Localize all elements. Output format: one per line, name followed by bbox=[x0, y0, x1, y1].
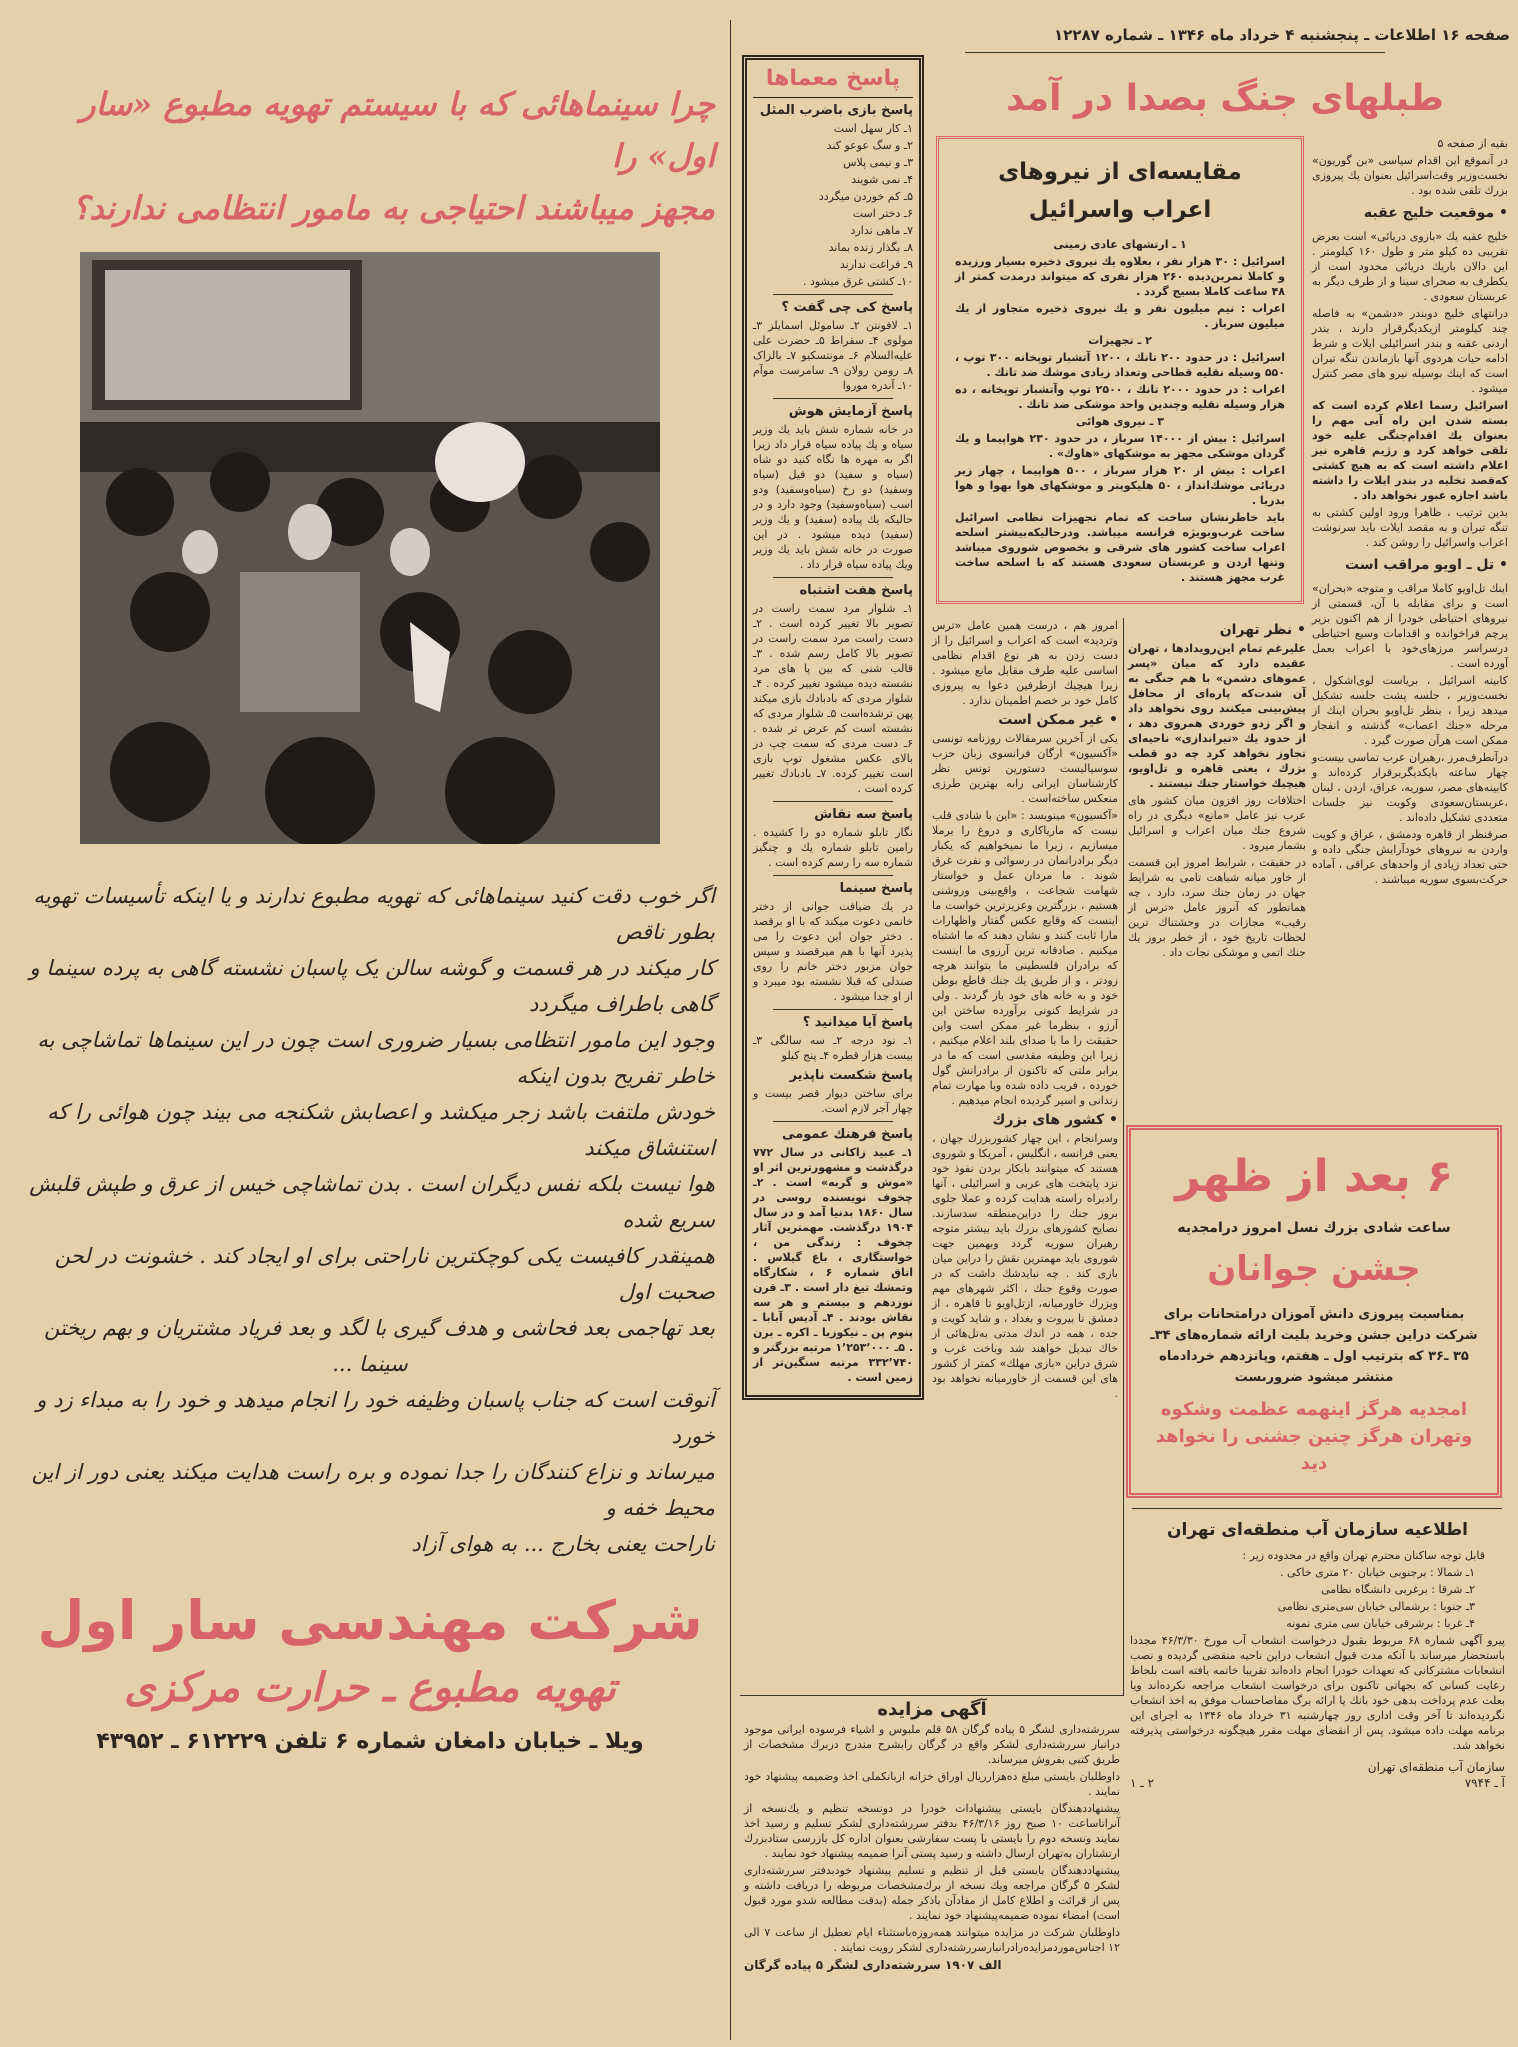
column-divider bbox=[730, 20, 731, 2040]
paragraph: صرفنظر از قاهره ودمشق ، عراق و کویت واردن به نیروهای خودآرایش جنگی داده و حتی تعداد زیادی از واحدهای عراقی ، آماده حرکت‌بسوی سوریه میباشند . bbox=[1312, 828, 1508, 886]
photo-illustration bbox=[80, 252, 660, 844]
divider bbox=[773, 398, 893, 399]
section-text: ۱ـ لافونتن ۲ـ ساموئل اسمایلز ۳ـ مولوی ۴ـ سقراط ۵ـ حضرت علی علیه‌السلام ۶ـ مونتسکیو ۷ـ بالزاک ۸ـ رومن رولان ۹ـ سامرست موآم ۱۰ـ آندره موروا bbox=[753, 319, 914, 392]
box-paragraph: اسرائیل : ۳۰ هزار نفر ، بعلاوه یك نیروی ذخیره بسیار ورزیده و کاملا تمرین‌دیده ۲۶۰ هزار نفری که میتواند درمدت کمتر از ۴۸ ساعت کاملا بسیج گردد . bbox=[955, 255, 1285, 298]
cinema-ad bbox=[25, 78, 715, 1758]
body-line: آنوقت است که جناب پاسبان وظیفه خود را انجام میدهد و خود را به مبداء زد و خورد bbox=[36, 1388, 715, 1448]
paragraph: در آنموقع این اقدام سیاسی «بن گوریون» نخست‌وزیر وقت‌اسرائیل بعنوان یك پیروزی بزرك تلقی شده بود . bbox=[1312, 154, 1508, 197]
section-title: پاسخ فرهنك عمومی bbox=[782, 1127, 913, 1142]
headline-line: مجهز میباشند احتیاجی به مامور انتظامی ندارند؟ bbox=[72, 189, 715, 227]
body-line: کار میکند در هر قسمت و گوشه سالن یک پاسبان نشسته گاهی به پرده سینما و گاهی باطراف میگردد bbox=[29, 956, 715, 1016]
paragraph: وسرانجام ، این چهار کشوربزرك جهان ، یعنی فرانسه ، انگلیس ، آمریکا و شوروی هستند که میتوانند بابکار بردن نفوذ خود نزد پایتخت های عربی و اسرائیلی ، آنها رادبراه راسته هدایت کرده و عملا جلوی بروز جنك را دراین‌منطقه سدسازند. نصایح کشورهای بزرك باید بیشتر متوجه رهبران سوریه گردد وبهمین جهت شوروی باید مهمترین نقش را دراین میان بازی کند . چه نبایدشك داشت که در صورت وقوع جنك ، اکثر شهرهای مهم وبزرك خاورمیانه، ازتل‌اویو تا قاهره ، از دمشق تا بیروت و بغداد ، و شاید کویت و جده ، همه در اندك مدتی به‌تل‌هائی از خاك تبدیل خواهند شد وباخت غرب و شرق دراین «بازی مهلك» کمتر از کشور های این قسمت از خاورمیانه نخواهد بود . bbox=[932, 1132, 1118, 1400]
section-title: پاسخ سه نقاش bbox=[814, 807, 913, 822]
notice-signature: سازمان آب منطقه‌ای تهران bbox=[1367, 1760, 1505, 1774]
body-line: بعد تهاجمی بعد فحاشی و هدف گیری با لگد و بعد فریاد مشتریان و بهم ریختن bbox=[44, 1316, 715, 1340]
body-line: هوا نیست بلکه نفس دیگران است . بدن تماشاچی خیس از عرق و طپش قلبش سریع شده bbox=[29, 1172, 715, 1232]
section-text: در یك ضیافت جوانی از دختر خانمی دعوت میکند که با او برقصد . دختر جوان این دعوت را می پذیرد آنها با هم میرقصند و سپس جوان مزبور دختر خانم را روی صندلی که قبلا نشسته بود میبرد و از او جدا میشود . bbox=[753, 900, 913, 1003]
subheading: • موقعیت خلیج عقبه bbox=[1363, 205, 1508, 221]
paragraph: اختلافات روز افزون میان کشور های عرب نیز عامل «مانع» دیگری در راه شروع جنك میان اعراب و اسرائیل بشمار میرود . bbox=[1128, 794, 1306, 852]
divider bbox=[773, 577, 893, 578]
cinema-ad-body bbox=[25, 878, 715, 1562]
body-line: ناراحت یعنی بخارج ... به هوای آزاد bbox=[411, 1532, 715, 1556]
box-paragraph: اعراب : در حدود ۲۰۰۰ تانك ، ۲۵۰۰ توپ وآتشبار توپخانه ، ده هزار وسیله نقلیه وچندین واحد موشکی ضد تانك . bbox=[955, 383, 1285, 411]
subheading: • تل ـ اویو مراقب است bbox=[1345, 557, 1508, 573]
list-item: ۴ـ نمی شویند bbox=[851, 173, 913, 186]
list-item: ۳ـ جنوبا : برشمالی خیابان سی‌متری نظامی bbox=[1277, 1600, 1475, 1613]
body-line: وجود این مامور انتظامی بسیار ضروری است چون در این سینماها تماشاچی به خاطر تفریح بدون اینکه bbox=[37, 1028, 715, 1088]
ad-title: جشن جوانان bbox=[1207, 1249, 1421, 1289]
puzzle-title: پاسخ معماها bbox=[753, 60, 913, 98]
divider bbox=[773, 1009, 893, 1010]
puzzle-answers-box bbox=[742, 55, 924, 1400]
list-item: ۴ـ غربا : برشرقی خیابان سی متری نمونه bbox=[1286, 1617, 1475, 1630]
body-line: میرساند و نزاع کنندگان را جدا نموده و بره راست هدایت میکند یعنی دور از این محیط خفه و bbox=[31, 1460, 715, 1520]
section-text: برای ساختن دیوار قصر بیست و چهار آجر لازم است. bbox=[753, 1087, 913, 1115]
list-item: ۵ـ کم خوردن میگردد bbox=[818, 190, 913, 203]
section-title: پاسخ آزمایش هوش bbox=[788, 404, 913, 419]
forces-comparison-box bbox=[936, 136, 1304, 604]
section-text: در خانه شماره شش باید یك وزیر سیاه و یك پیاده سیاه قرار داد زیرا اگر به مهره ها نگاه کنید دو شاه (سیاه و سفید) دو فیل (سیاه وسفید) دو رخ (سیاه‌وسفید) ودو اسب (سیاه‌وسفید) وجود دارد و در حالیکه یك پیاده (سفید) و یك وزیر (سفید) دیده میشود . در این صورت در خانه شش باید یك وزیر ویك پیاده سیاه قرار داد . bbox=[753, 423, 913, 571]
section-text: ۱ـ شلوار مرد سمت راست در تصویر بالا تغییر کرده است . ۲ـ دست راست مرد سمت راست در تصویر بالا کامل رسم شده . ۳ـ قالب شنی که بین پا های مرد نشسته دیده میشود تغییر کرده . ۴ـ شلوار مردی که بادبادك بازی میکند پهن ترشده‌است ۵ـ شلوار مردی که نشسته است کم عرض تر شده . ۶ـ دست مردی که سمت چپ در بالای عکس مشغول توپ بازی است تغییر کرده. ۷ـ بادبادك تغییر کرده است . bbox=[753, 602, 914, 795]
subheading: • نظر تهران bbox=[1219, 622, 1306, 638]
body-line: اگر خوب دقت کنید سینماهائی که تهویه مطبوع ندارند و یا اینکه تأسیسات تهویه بطور ناقص bbox=[33, 884, 715, 944]
paragraph: علیرغم تمام این‌رویدادها ، تهران عقیده دارد که میان «پسر عموهای دشمن» با هم جنگی به آن شدت‌که پاره‌ای از محافل پیش‌بینی میکنند روی نخواهد داد و اگر زدو خوردی همروی دهد ، از حدود یك «تیراندازی» ناحیه‌ای تجاوز نخواهد کرد چه دو قطب بزرك ، یعنی قاهره و تل‌اویو، هیچیك خواستار جنك نیستند . bbox=[1128, 642, 1306, 790]
list-item: ۹ـ فراغت ندارند bbox=[839, 258, 913, 271]
paragraph: پیشنهاددهندگان بایستی پیشنهادات خودرا در دونسخه تنظیم و یك‌نسخه از آنراتاساعت ۱۰ صبح روز ۴۶/۳/۱۶ بدفتر سررشته‌داری لشکر تسلیم و رسید اخذ نمایند ونسخه دوم را بایستی با پست سفارشی بعنوان اداره کل بازرسی ستادبزرك ارتشتاران به‌تهران ارسال داشته و رسید پستی آنرا ضمیمه پیشنهاد خود نمایند . bbox=[744, 1802, 1121, 1860]
left-news-column bbox=[932, 618, 1118, 1403]
page-reference: ۲ ـ ۱ bbox=[1130, 1776, 1155, 1790]
company-services: تهویه مطبوع ـ حرارت مرکزی bbox=[124, 1664, 616, 1711]
subheading: • کشور های بزرك bbox=[992, 1112, 1118, 1128]
auction-footer: الف ۱۹۰۷ سررشته‌داری لشگر ۵ پیاده گرگان bbox=[744, 1958, 1002, 1972]
paragraph: خلیج عقبه یك «بازوی دریائی» است بعرض تقریبی ده کیلو متر و طول ۱۶۰ کیلومتر . این دالان باریك دریائی محدود است از یکطرف به صحرای سینا و از طرف دیگر به عربستان سعودی . bbox=[1312, 230, 1508, 303]
divider bbox=[773, 1121, 893, 1122]
list-item: ۶ـ دختر است bbox=[852, 207, 913, 220]
paragraph: اسرائیل رسما اعلام کرده است که بسته شدن این راه آبی مهم را بعنوان یك اقدام‌جنگی علیه خود تلقی خواهد کرد و رژیم قاهره نیز اعلام داشته است که به هیچ کشتی که‌قصد تخلیه در بندر ایلات را داشته باشد اجازه عبور نخواهد داد . bbox=[1312, 399, 1508, 502]
auction-notice bbox=[744, 1698, 1120, 1973]
list-item: ۲ـ و سگ عوعو کند bbox=[826, 139, 913, 152]
box-title: مقایسه‌ای از نیروهای bbox=[998, 159, 1242, 185]
ad-slogan: امجدیه هرگز اینهمه عظمت وشکوه وتهران هرگز چنین جشنی را نخواهد دید bbox=[1155, 1399, 1473, 1474]
ad-body: بمناسبت پیروزی دانش آموزان درامتحانات برای شرکت دراین جشن وخرید بلیت ارائه شماره‌های ۳۴ـ ۳۵ ـ۳۶ که بترتیب اول ـ هفتم، وپانزدهم خردادماه منتشر میشود ضرورىست bbox=[1150, 1307, 1478, 1385]
section-title: پاسخ کی چی گفت ؟ bbox=[781, 300, 913, 315]
section-title: پاسخ هفت اشتباه bbox=[799, 583, 913, 598]
box-paragraph: اسرائیل : بیش از ۱۴۰۰۰ سرباز ، در حدود ۲۳۰ هواپیما و یك گردان موشکی مجهز به موشکهای «هاوك» . bbox=[955, 432, 1285, 460]
section-title: پاسخ سینما bbox=[839, 881, 913, 896]
paragraph: یکی از آخرین سرمقالات روزنامه تونسی «آکسیون» ارگان فرانسوی زبان حزب سوسیالیست دستورین تونس نظر کارشناسان ایرانی رابه بهترین طرزی منعکس ساخته‌است . bbox=[932, 732, 1118, 805]
section-title: پاسخ آیا میدانید ؟ bbox=[802, 1015, 913, 1030]
continued-note: بقیه از صفحه ۵ bbox=[1437, 137, 1508, 150]
headline-line: چرا سینماهائی که با سیستم تهویه مطبوع «سار اول» را bbox=[80, 85, 715, 175]
company-address: ویلا ـ خیابان دامغان شماره ۶ تلفن ۶۱۲۲۲۹ ـ ۴۳۹۵۲ bbox=[96, 1729, 644, 1754]
list-item: ۸ـ بگذار زنده بماند bbox=[828, 241, 913, 254]
notice-body: پیرو آگهی شماره ۶۸ مربوط بقبول درخواست انشعاب آب مورخ ۴۶/۳/۳۰ مجددا باستحضار میرساند با آنکه مدت قبول انشعاب دراین ناحیه منقضی گردیده و نصب انشعابات مشترکانی که تعهدات خودرا انجام داده‌اند تقریبا خاتمه یافته است بلحاظ رعایت کسانی که بجهاتی تاکنون برای درخواست انشعاب مراجعه نکرده‌اند ویا بعلت عدم پرداخت بدهی خود بانك یا ارائه برگ مفاصاحساب موفق به اخذ انشعاب نگردیده‌اند تا آخر وقت اداری روز چهارشنبه ۳۱ خرداد ماه ۱۳۴۶ به اجرای این برنامه مهلت داده میشود. پس از انقضای مهلت مقرر هیچگونه درخواستی پذیرفته نخواهد شد. bbox=[1130, 1634, 1505, 1752]
cinema-ad-headline bbox=[25, 78, 715, 234]
paragraph: داوطلبان شرکت در مزایده میتوانند همه‌روزه‌باستثناء ایام تعطیل از ساعت ۷ الی ۱۲ اجناس‌موردمزایده‌رادرانبارسررشته‌داری لشکر رویت نمایند . bbox=[744, 1926, 1120, 1954]
masthead-rule bbox=[965, 52, 1385, 53]
box-paragraph: اسرائیل : در حدود ۲۰۰ تانك ، ۱۲۰۰ آتشبار توپخانه ۳۰۰ توپ ، ۵۵۰ وسیله نقلیه قطاحی وتعداد زیادی موشك ضد تانك . bbox=[955, 351, 1286, 379]
paragraph: پیشنهاددهندگان بایستی قبل از تنظیم و تسلیم پیشنهاد خودبدفتر سررشته‌داری لشکر ۵ گرگان مراجعه ویك نسخه از برك‌مشخصات مربوطه را دریافت داشته و پس از قرائت و اطلاع کامل از مفادآن باذکر جمله (بدقت مطالعه شدو مورد قبول است) امضاء نموده ضمیمه‌پیشنهاد خود نمایند . bbox=[744, 1864, 1121, 1922]
section-text: نگار تابلو شماره دو را کشیده . رامین تابلو شماره یك و چنگیز شماره سه را رسم کرده است . bbox=[753, 826, 913, 869]
column-divider bbox=[1123, 618, 1124, 1695]
box-subhead: ۳ ـ نیروی هوائی bbox=[1076, 415, 1164, 428]
youth-festival-ad bbox=[1126, 1125, 1502, 1498]
list-item: ۳ـ و نیمی پلاس bbox=[843, 156, 913, 169]
paragraph: درانتهای خلیج دوبندر «دشمن» به فاصله چند کیلومتر ازیکدیگرقرار دارند ، بندر اردنی عقبه و بندر اسرائیلی ایلات و شرط ادامه حیات هردوی آنها بازماندن تنگه تیران است که اینك بوسیله نیرو های مصر کنترل میشود . bbox=[1312, 307, 1508, 395]
ad-time: ۶ بعد از ظهر bbox=[1175, 1151, 1453, 1202]
paragraph: بدین ترتیب ، ظاهرا ورود اولین کشتی به تنگه تیران و به مقصد ایلات باید سرنوشت اعراب واسرائیل را روشن کند . bbox=[1312, 506, 1508, 549]
paragraph: اینك تل‌اویو کاملا مراقب و متوجه «بحران» است و برای مقابله با آن، قسمتی از نیروهای احتیاطی خودرا از هم اکنون بزیر پرچم فراخوانده و اقدامات وسیع احتیاطی درسراسر مرزهای‌خود با اعراب بعمل آورده است . bbox=[1312, 582, 1508, 670]
ad-line: ساعت شادی بزرك نسل امروز درامجدیه bbox=[1177, 1220, 1451, 1236]
notice-intro: قابل توجه ساکنان محترم تهران واقع در محدوده زیر : bbox=[1242, 1549, 1485, 1562]
paragraph: سررشته‌داری لشگر ۵ پیاده گرگان ۵۸ قلم ملبوس و اشیاء فرسوده ایرانی موجود درانبار سررشته‌داری لشکر واقع در گرگان رابشرح مندرج دربرك مشخصات از طریق کتبی بفروش میرساند. bbox=[744, 1723, 1121, 1766]
company-name: شرکت مهندسی سار اول bbox=[37, 1589, 703, 1652]
right-column bbox=[1312, 136, 1508, 889]
list-item: ۲ـ شرقا : برغربی دانشگاه نظامی bbox=[1321, 1583, 1475, 1596]
list-item: ۱ـ کار سهل است bbox=[833, 122, 913, 135]
body-line: همینقدر کافیست یکی کوچکترین ناراحتی برای او ایجاد کند . خشونت در لحن صحبت اول bbox=[54, 1244, 715, 1304]
box-paragraph: اعراب : نیم میلیون نفر و یك نیروی ذخیره متجاوز از یك میلیون سرباز . bbox=[955, 302, 1285, 330]
paragraph: امروز هم ، درست همین عامل «ترس وتردید» است که اعراب و اسرائیل را از دست زدن به هر نوع اقدام نظامی اساسی علیه طرف مقابل مانع میشود . زیرا هیچیك ازطرفین دعوا به پیروزی کامل خود بر خصم اطمینان ندارد . bbox=[932, 619, 1118, 707]
notice-title: اطلاعیه سازمان آب منطقه‌ای تهران bbox=[1167, 1520, 1468, 1540]
section-text: ۱ـ عبید زاکانی در سال ۷۷۲ درگذشت و مشهورترین اثر او «موش و گربه» است . ۲ـ چخوف نویسنده روسی در سال ۱۸۶۰ بدنیا آمد و در سال ۱۹۰۴ درگذشت. مهمترین آثار چخوف : زندگی من ، خواستگاری ، باغ گیلاس . اتاق شماره ۶ ، شکارگاه وتمشك تیغ دار است . ۳ـ قرن نوزدهم و بیستم و هر سه نقاش بودند . ۴ـ آدیس آبابا ـ پنوم پن ـ نیکوزیا ـ اکره ـ برن . ۵ـ ۱٬۲۵۳٬۰۰۰ مرتبه بزرگتر و ۳۳۲٬۷۴۰ مرتبه سنگین‌تر از زمین است . bbox=[753, 1146, 913, 1384]
box-paragraph: اعراب : بیش از ۲۰ هزار سرباز ، ۵۰۰ هواپیما ، چهار زیر دریائی موشك‌انداز ، ۵۰ هلیکوپتر و موشکهای هوا بهوا و هوا بدریا . bbox=[955, 464, 1285, 507]
box-subhead: ۲ ـ تجهیزات bbox=[1088, 334, 1152, 347]
paragraph: در حقیقت ، شرایط امروز این قسمت از خاور میانه شباهت تامی به شرایط جهان در زمان جنك سرد، دارد ، چه همانطور که آنروز عامل «ترس از رقیب» مجازات در وحشتناك ترین لحظات تاریخ خود ، از خطر بروز یك جنك اتمی و موشکی نجات داد . bbox=[1128, 856, 1306, 959]
divider bbox=[773, 294, 893, 295]
box-paragraph: باید خاطرنشان ساخت که تمام تجهیزات نظامی اسرائیل ساخت غرب‌وبویژه فرانسه میباشد. ودرحالیکه‌بیشتر اسلحه اعراب ساخت کشور های شرقی و بخصوص شوروی میباشد وتنها اردن و عربستان سعودی هستند که با اسلحه ساخت غرب مجهز هستند . bbox=[955, 511, 1285, 584]
list-item: ۷ـ ماهی ندارد bbox=[850, 224, 913, 237]
divider bbox=[773, 801, 893, 802]
page-info: صفحه ۱۶ اطلاعات ـ پنجشنبه ۴ خرداد ماه ۱۳۴۶ ـ شماره ۱۲۲۸۷ bbox=[1054, 26, 1510, 44]
main-headline: طبلهای جنگ بصدا در آمد bbox=[1006, 78, 1444, 119]
water-notice bbox=[1130, 1516, 1505, 1791]
box-title: اعراب واسرائیل bbox=[1028, 197, 1212, 223]
auction-title: آگهی مزایده bbox=[877, 1699, 987, 1720]
section-rule bbox=[740, 1695, 1124, 1696]
cinema-crowd-photo bbox=[80, 252, 660, 844]
paragraph: داوطلبان بایستی مبلغ ده‌هزارریال اوراق خزانه ازبانکملی اخذ وضمیمه پیشنهاد خود نمایند . bbox=[744, 1770, 1120, 1798]
section-text: ۱ـ نود درجه ۲ـ سه سالگی ۳ـ بیست هزار قطره ۴ـ پنج کیلو bbox=[753, 1034, 913, 1062]
subheading: • غیر ممکن است bbox=[998, 712, 1118, 728]
body-line: سینما ... bbox=[332, 1352, 408, 1376]
notice-code: آ ـ ۷۹۴۴ bbox=[1464, 1776, 1505, 1790]
box-subhead: ۱ ـ ارتشهای عادی زمینی bbox=[1053, 238, 1187, 251]
body-line: خودش ملتفت باشد زجر میکشد و اعصابش شکنجه می بیند چون هوائی را که استنشاق میکند bbox=[47, 1100, 715, 1160]
section-rule bbox=[1132, 1508, 1502, 1509]
list-item: ۱ـ شمالا : برجنوبی خیابان ۲۰ متری خاکی . bbox=[1280, 1566, 1475, 1579]
section-title: پاسخ بازی باضرب المثل bbox=[759, 103, 913, 118]
paragraph: کابینه اسرائیل ، بریاست لوی‌اشکول ، نخست‌وزیر ، جلسه پشت جلسه تشکیل میدهد زیرا ، بنظر تل‌اویو بحران اینك از مرحله «جنك اعصاب» گذشته و انفجار ممکن است هرآن صورت گیرد . bbox=[1312, 674, 1508, 747]
section-title: پاسخ شکست ناپذیر bbox=[789, 1068, 913, 1083]
middle-column bbox=[1128, 618, 1306, 962]
proverb-list bbox=[753, 121, 913, 289]
paragraph: «آکسیون» مینویسد : «این با شادی قلب نیست که ماریاکاری و دروغ را برملا میسازیم ، زیرا ما نمیخواهیم که یکبار دیگر برادرانمان در رسوائی و نفرت غرق شوند . ما مردان عمل و خواستار شهامت شجاعت ، واقع‌بینی وروشنی هستیم ، بزرگترین وعزیزترین خواست ما اینست که وقایع عکس گفتار واظهارات مارا ثابت کنند و نشان دهند که ما اشتباه میکنیم . صادقانه ترین آرزوی ما اینست که برادران فلسطینی ما بتوانند هرچه زودتر ، و از طریق یك جنك قاطع بوطن خود و به خانه های خود باز گردند . ولی در شرایط کنونی برآورده ساختن این آرزو ، بنظرما غیر ممکن است واین حقیقت را ما با صدای بلند اعلام میکنیم ، زیرا این وظیفه مقدسی است که ما در برابر ملتی که تاکنون از برادرانش گول خورده ، فریب داده شده وبا مهارت تمام زندانی و اسیر گردیده انجام میدهیم . bbox=[932, 809, 1118, 1107]
paragraph: درآنطرف‌مرز ،رهبران عرب تماسی بیست‌و چهار ساعته بایکدیگربرقرار کرده‌اند و کابینه‌های مصر، سوریه، عراق، اردن ، لبنان ،عربستان‌سعودی وکویت نیز جلسات متعددی تشکیل داده‌اند . bbox=[1312, 751, 1508, 824]
list-item: ۱۰ـ کشتی غرق میشود . bbox=[802, 275, 913, 288]
divider bbox=[773, 875, 893, 876]
